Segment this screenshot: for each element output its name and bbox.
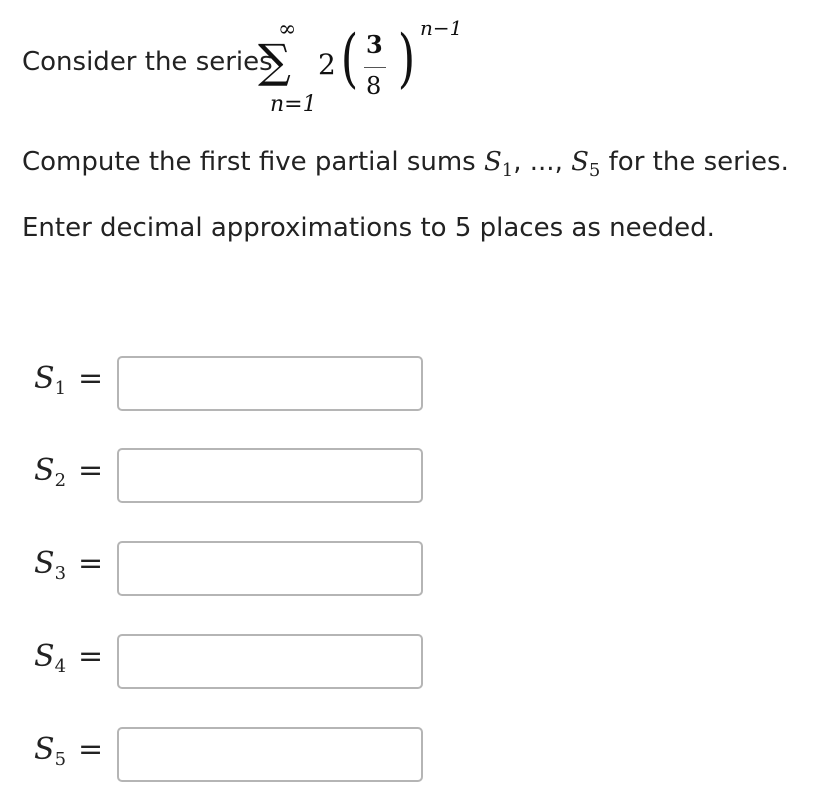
left-paren: (: [340, 22, 359, 96]
last-sum-index: 5: [588, 160, 601, 181]
equals-sign: =: [78, 732, 104, 767]
first-sum-symbol: S: [483, 147, 502, 177]
answer-symbol: S: [34, 361, 55, 396]
answer-label-2: [34, 453, 104, 491]
last-sum-symbol: S: [571, 147, 589, 177]
answer-label-1: [34, 361, 104, 399]
answer-index: 2: [54, 470, 67, 491]
answer-symbol: S: [34, 546, 55, 581]
s3-input[interactable]: [117, 541, 423, 596]
instruction-suffix: for the series.: [608, 147, 789, 177]
equals-sign: =: [78, 453, 104, 488]
first-sum-index: 1: [501, 160, 514, 181]
answer-symbol: S: [34, 453, 55, 488]
series-intro-text: Consider the series: [22, 47, 273, 77]
ellipsis: , ...,: [513, 147, 563, 177]
s1-input[interactable]: [117, 356, 423, 411]
equals-sign: =: [78, 639, 104, 674]
answer-symbol: S: [34, 639, 55, 674]
instruction-text: [22, 147, 789, 181]
equals-sign: =: [78, 546, 104, 581]
fraction-numerator: 3: [366, 30, 383, 59]
answer-label-3: [34, 546, 104, 584]
sigma-lower-limit: n=1: [270, 92, 317, 117]
answer-index: 3: [54, 563, 67, 584]
precision-note: Enter decimal approximations to 5 places as needed.: [22, 213, 715, 243]
s5-input[interactable]: [117, 727, 423, 782]
instruction-prefix: Compute the first five partial sums: [22, 147, 476, 177]
fraction-denominator: 8: [366, 72, 382, 100]
sigma-symbol: ∑: [258, 34, 291, 88]
equals-sign: =: [78, 361, 104, 396]
answer-label-4: [34, 639, 104, 677]
right-paren: ): [397, 22, 416, 96]
fraction-bar: [364, 67, 386, 68]
answer-index: 1: [54, 378, 67, 399]
s2-input[interactable]: [117, 448, 423, 503]
series-coefficient: 2: [318, 48, 336, 81]
answer-symbol: S: [34, 732, 55, 767]
answer-index: 4: [54, 656, 67, 677]
sigma-upper-limit: ∞: [278, 17, 297, 42]
series-exponent: n−1: [420, 16, 463, 40]
s4-input[interactable]: [117, 634, 423, 689]
answer-label-5: [34, 732, 104, 770]
answer-index: 5: [54, 749, 67, 770]
